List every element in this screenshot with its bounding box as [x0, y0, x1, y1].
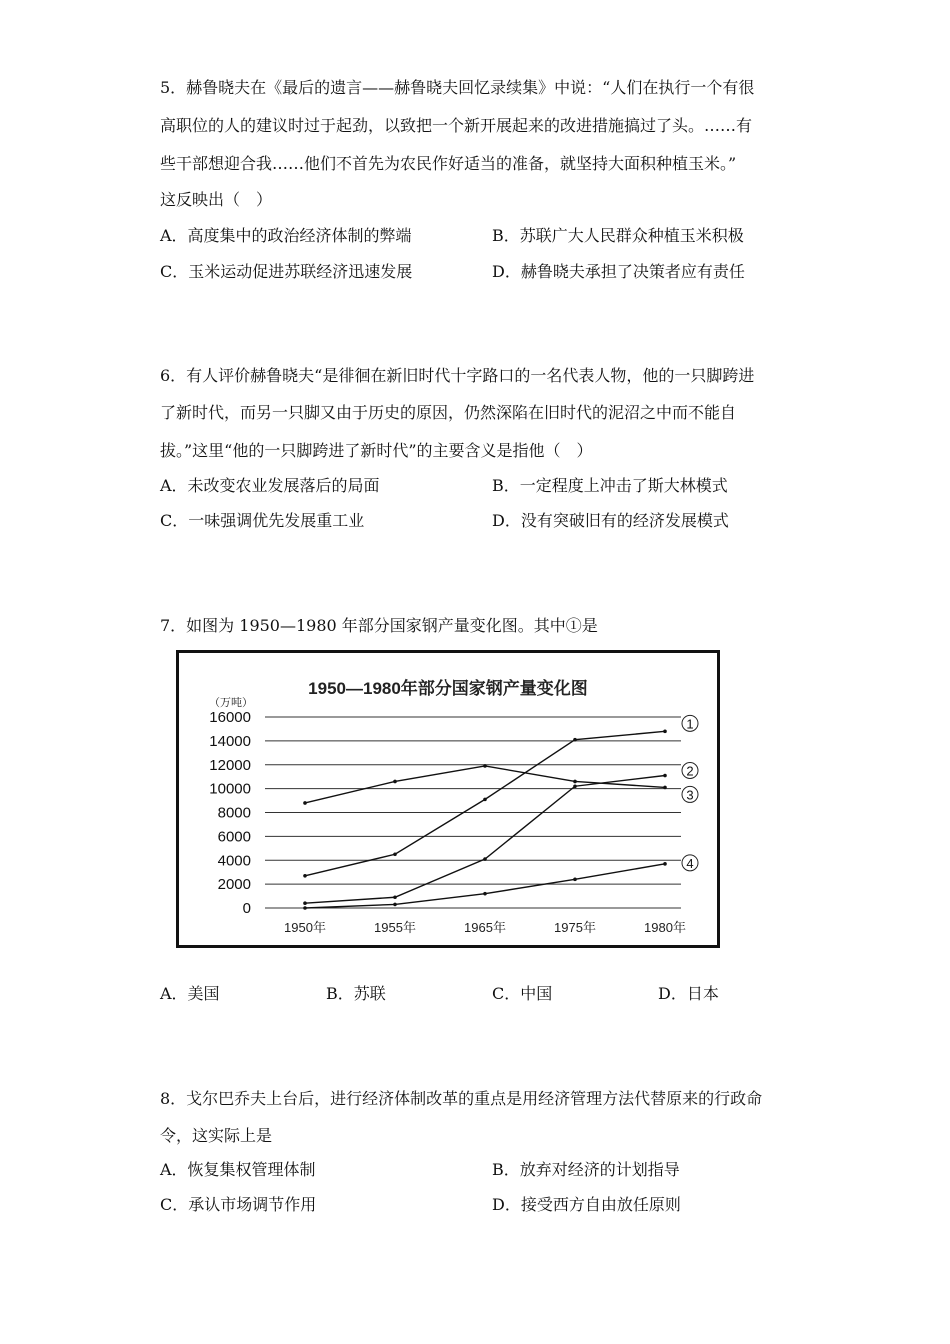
q6-option-b[interactable]: B．一定程度上冲击了斯大林模式 — [492, 476, 728, 495]
q8-option-b[interactable]: B．放弃对经济的计划指导 — [492, 1160, 680, 1179]
series-line — [305, 864, 665, 908]
steel-output-chart — [176, 650, 720, 948]
x-tick-label: 1980年 — [644, 920, 686, 935]
data-point — [303, 901, 307, 905]
q6-option-d[interactable]: D．没有突破旧有的经济发展模式 — [492, 511, 729, 530]
q8-line-1: 8．戈尔巴乔夫上台后，进行经济体制改革的重点是用经济管理方法代替原来的行政命 — [160, 1089, 763, 1108]
data-point — [393, 780, 397, 784]
x-tick-label: 1950年 — [284, 920, 326, 935]
q5-option-b[interactable]: B．苏联广大人民群众种植玉米积极 — [492, 226, 744, 245]
data-point — [483, 857, 487, 861]
x-tick-label: 1975年 — [554, 920, 596, 935]
y-tick-label: 2000 — [217, 876, 251, 894]
q6-line-1: 6．有人评价赫鲁晓夫“是徘徊在新旧时代十字路口的一名代表人物，他的一只脚跨进 — [160, 366, 755, 385]
data-point — [573, 878, 577, 882]
q7-option-a[interactable]: A．美国 — [160, 984, 220, 1003]
x-tick-label: 1965年 — [464, 920, 506, 935]
y-tick-label: 16000 — [209, 709, 251, 726]
data-point — [663, 730, 667, 734]
chart-svg — [179, 653, 717, 945]
data-point — [573, 738, 577, 742]
q7-line-1: 7．如图为 1950—1980 年部分国家钢产量变化图。其中①是 — [160, 616, 598, 635]
q7-option-b[interactable]: B．苏联 — [326, 984, 386, 1003]
q8-line-2: 令，这实际上是 — [160, 1126, 273, 1145]
y-tick-label: 8000 — [217, 804, 251, 822]
data-point — [303, 906, 307, 910]
series-legend-marker — [682, 786, 698, 802]
q6-option-a[interactable]: A．未改变农业发展落后的局面 — [160, 476, 380, 495]
q6-line-2: 了新时代，而另一只脚又由于历史的原因，仍然深陷在旧时代的泥沼之中而不能自 — [160, 403, 737, 422]
q5-option-a[interactable]: A．高度集中的政治经济体制的弊端 — [160, 226, 412, 245]
series-legend-marker — [682, 855, 698, 871]
y-tick-label: 4000 — [217, 852, 251, 870]
q8-option-c[interactable]: C．承认市场调节作用 — [160, 1195, 317, 1214]
data-point — [573, 780, 577, 784]
y-tick-label: 12000 — [209, 756, 251, 774]
q5-line-1: 5．赫鲁晓夫在《最后的遗言——赫鲁晓夫回忆录续集》中说：“人们在执行一个有很 — [160, 78, 755, 97]
q7-option-c[interactable]: C．中国 — [492, 984, 553, 1003]
y-tick-label: 0 — [242, 900, 251, 917]
y-tick-label: 6000 — [217, 828, 251, 846]
y-tick-label: 14000 — [209, 732, 251, 750]
data-point — [393, 895, 397, 899]
q5-line-2: 高职位的人的建议时过于起劲，以致把一个新开展起来的改进措施搞过了头。……有 — [160, 116, 753, 135]
data-point — [483, 892, 487, 896]
q5-line-3: 些干部想迎合我……他们不首先为农民作好适当的准备，就坚持大面积种植玉米。” — [160, 154, 737, 173]
series-legend-marker — [682, 715, 698, 731]
data-point — [393, 852, 397, 856]
q5-line-4: 这反映出（ ） — [160, 190, 273, 209]
series-line — [305, 731, 665, 875]
legend-label: 4 — [686, 855, 694, 871]
data-point — [663, 774, 667, 778]
data-point — [663, 786, 667, 790]
y-tick-label: 10000 — [209, 780, 251, 798]
data-point — [393, 903, 397, 907]
legend-label: 3 — [686, 787, 694, 803]
x-tick-label: 1955年 — [374, 920, 416, 935]
q5-option-c[interactable]: C．玉米运动促进苏联经济迅速发展 — [160, 262, 413, 281]
data-point — [483, 798, 487, 802]
q7-option-d[interactable]: D．日本 — [658, 984, 719, 1003]
chart-y-unit-label: （万吨） — [209, 697, 253, 709]
series-line — [305, 766, 665, 803]
series-legend-marker — [682, 762, 698, 778]
q6-line-3: 拔。”这里“他的一只脚跨进了新时代”的主要含义是指他（ ） — [160, 441, 593, 460]
legend-label: 1 — [686, 716, 694, 732]
data-point — [303, 874, 307, 878]
data-point — [303, 801, 307, 805]
q8-option-d[interactable]: D．接受西方自由放任原则 — [492, 1195, 681, 1214]
data-point — [663, 862, 667, 866]
data-point — [573, 784, 577, 788]
chart-title: 1950—1980年部分国家钢产量变化图 — [308, 679, 588, 698]
legend-label: 2 — [686, 763, 694, 779]
q6-option-c[interactable]: C．一味强调优先发展重工业 — [160, 511, 365, 530]
q8-option-a[interactable]: A．恢复集权管理体制 — [160, 1160, 316, 1179]
data-point — [483, 764, 487, 768]
q5-option-d[interactable]: D．赫鲁晓夫承担了决策者应有责任 — [492, 262, 745, 281]
